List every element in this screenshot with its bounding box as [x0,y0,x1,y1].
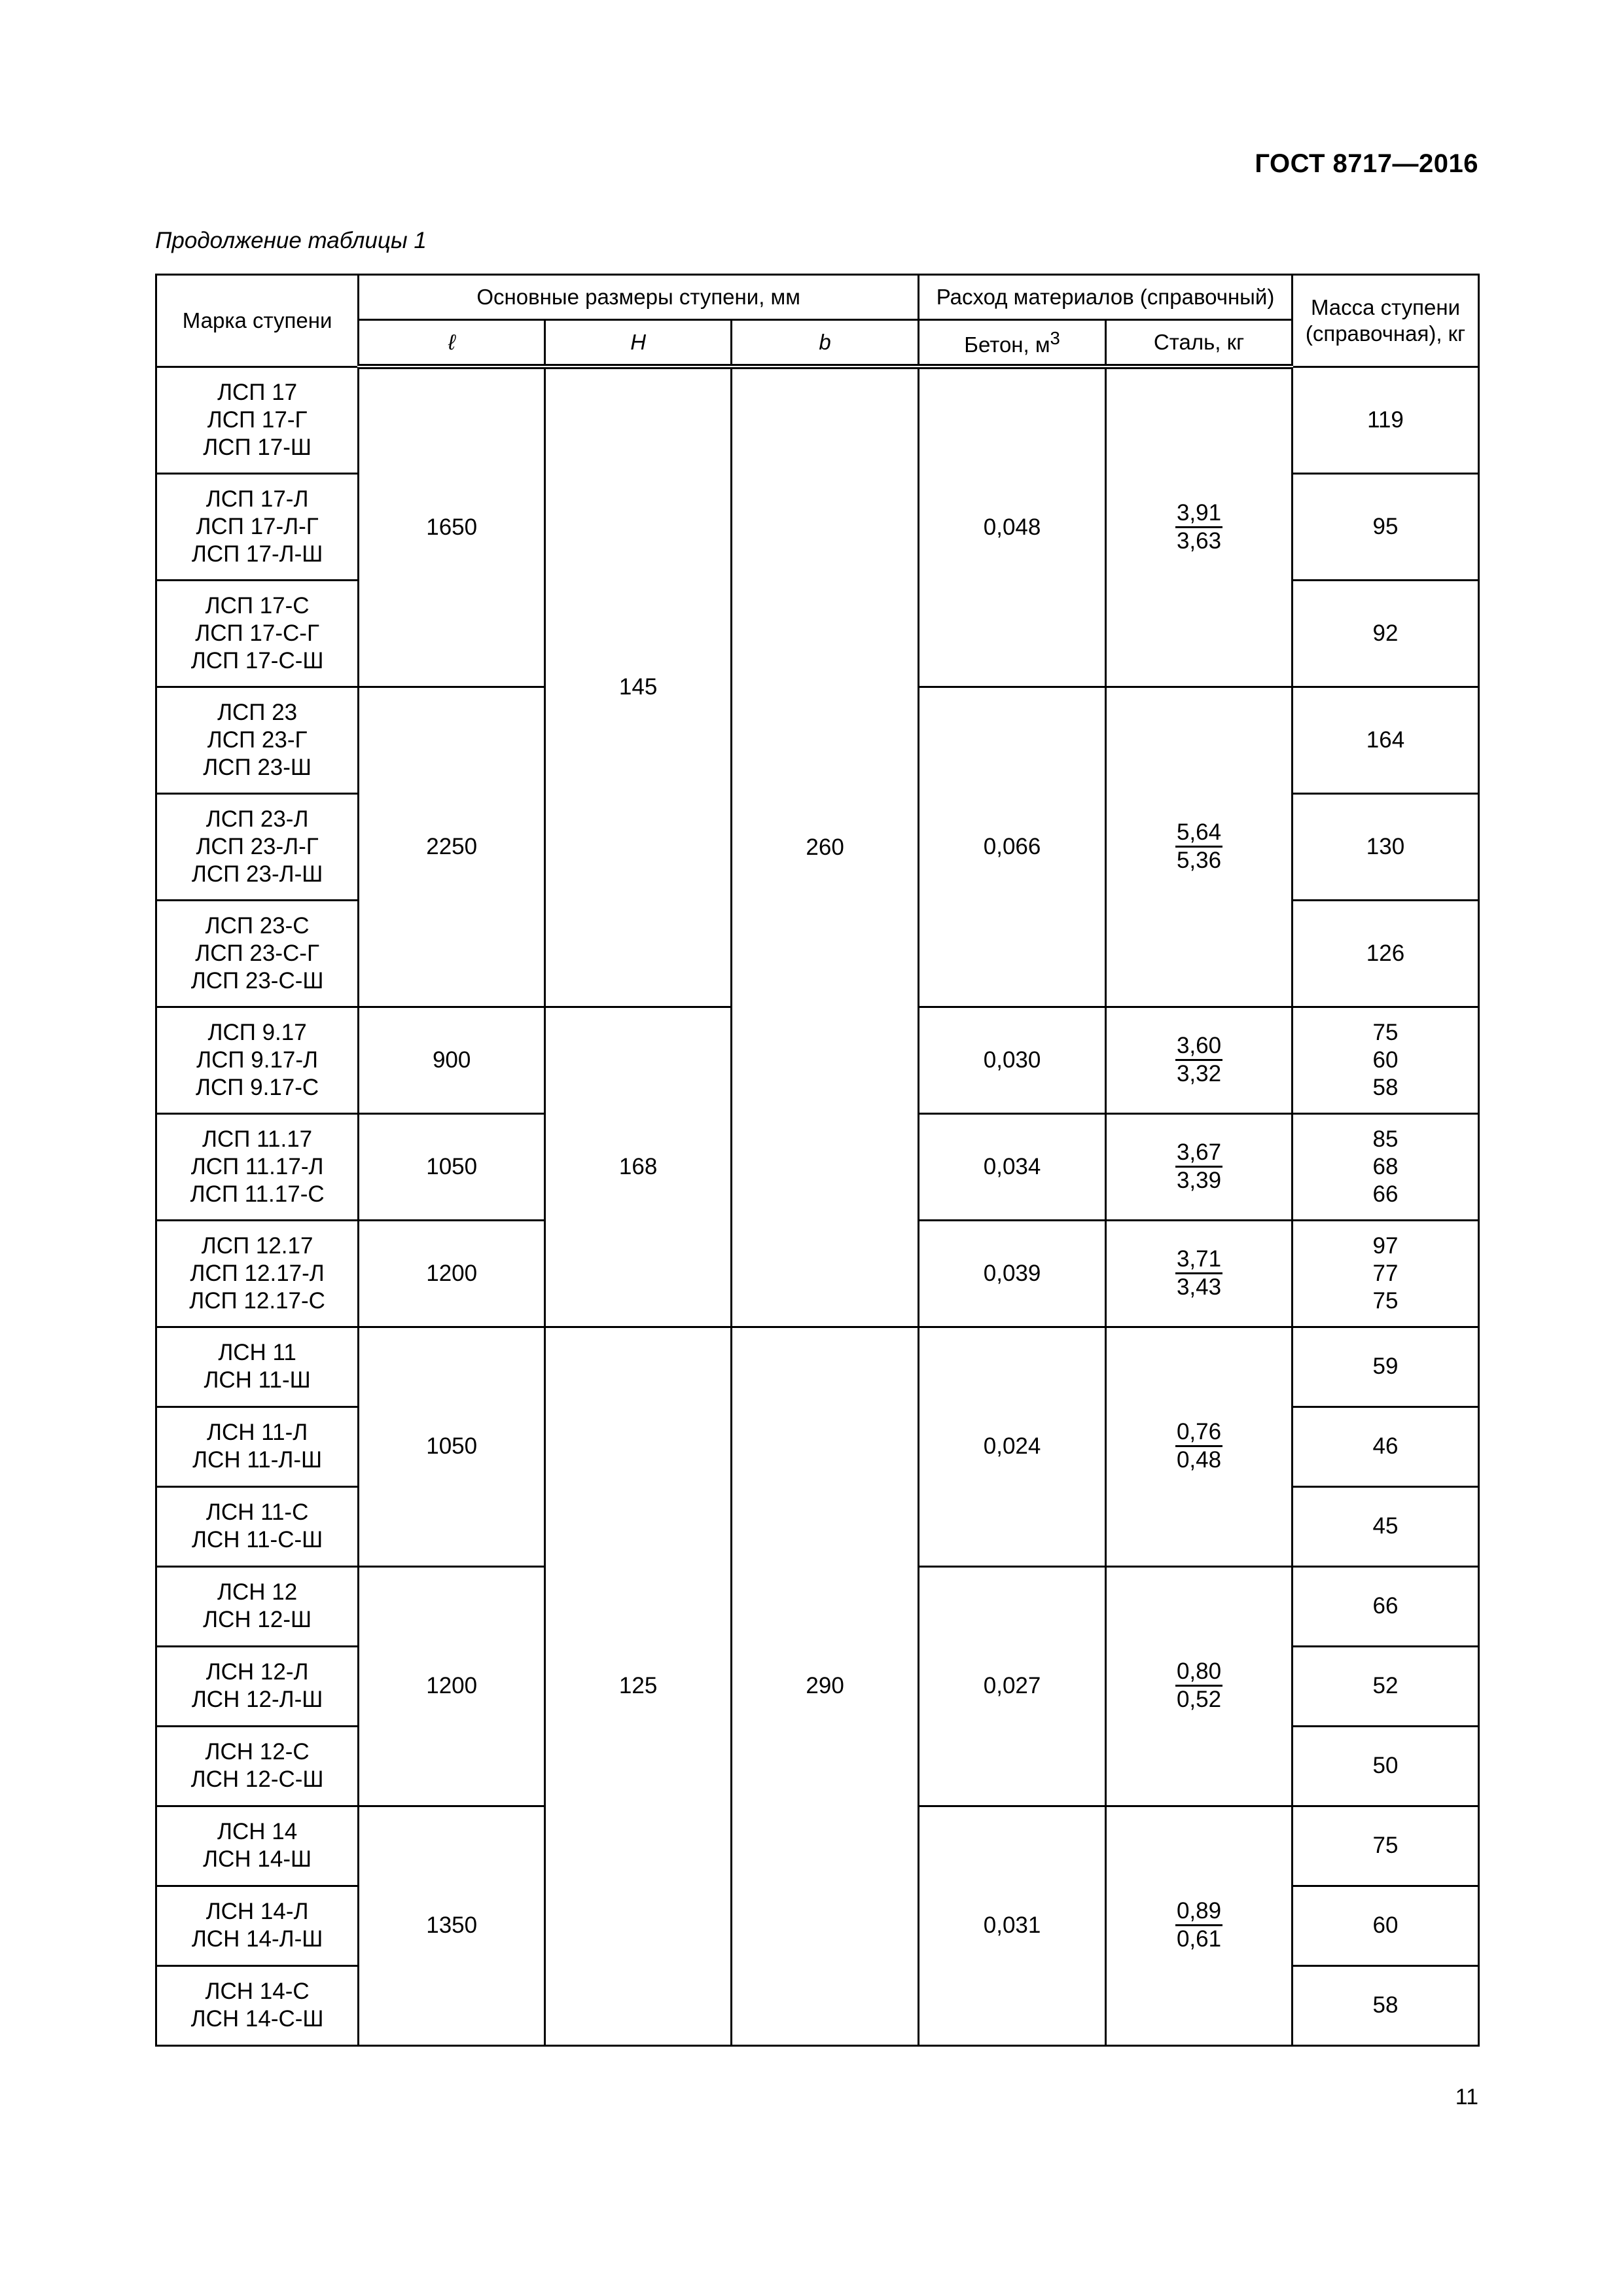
mass-value: 97 [1372,1232,1399,1259]
mark-line: ЛСН 11-Л-Ш [192,1447,323,1473]
mass-cell [1293,1007,1479,1113]
steel-denominator: 3,39 [1176,1167,1222,1193]
steel-cell [1106,1327,1293,1566]
mark-line: ЛСН 12-С [205,1739,310,1765]
steel-numerator: 0,80 [1175,1659,1222,1687]
mass-cell: 164 [1293,687,1479,793]
standard-code: ГОСТ 8717—2016 [1255,149,1478,178]
length-cell: 1050 [359,1113,545,1220]
mark-line: ЛСН 12-С-Ш [190,1767,324,1792]
steel-denominator: 0,61 [1176,1926,1222,1952]
steel-cell [1106,1806,1293,2045]
steel-numerator: 3,67 [1175,1139,1222,1168]
header-steel: Сталь, кг [1106,320,1293,367]
mark-line: ЛСН 14-С [205,1979,310,2004]
mark-line: ЛСН 11-С-Ш [191,1527,323,1552]
steel-fraction [1175,500,1222,554]
steel-numerator: 3,71 [1175,1246,1222,1274]
header-H: H [545,320,732,367]
header-mark: Марка ступени [156,275,359,367]
steel-denominator: 5,36 [1176,847,1222,873]
mass-value: 60 [1372,1047,1399,1073]
mark-line: ЛСН 11-С [205,1499,309,1525]
steel-fraction [1175,1139,1222,1194]
steel-fraction [1175,819,1222,874]
mark-line: ЛСП 9.17-Л [196,1047,319,1073]
header-dimensions: Основные размеры ступени, мм [359,275,919,320]
mass-cell: 126 [1293,900,1479,1007]
mark-cell [156,1407,359,1486]
concrete-cell: 0,066 [919,687,1106,1007]
mark-line: ЛСП 23-Л [205,806,309,832]
mass-cell: 45 [1293,1486,1479,1566]
header-mass: Масса ступени (справочная), кг [1293,275,1479,367]
steel-cell [1106,1220,1293,1327]
steel-numerator: 3,60 [1175,1033,1222,1061]
mass-cell: 130 [1293,793,1479,900]
mark-cell [156,1007,359,1113]
length-cell: 1200 [359,1220,545,1327]
mass-value: 58 [1372,1074,1399,1100]
steel-numerator: 0,76 [1175,1419,1222,1447]
header-concrete [919,320,1106,367]
mark-line: ЛСП 17-С-Ш [190,647,324,673]
steel-cell [1106,1007,1293,1113]
mark-cell [156,900,359,1007]
mark-cell [156,1113,359,1220]
steel-denominator: 0,52 [1176,1687,1222,1712]
header-l: ℓ [359,320,545,367]
mark-line: ЛСН 11 [218,1340,296,1365]
mark-cell [156,1646,359,1726]
mark-line: ЛСП 23-Л-Г [196,833,319,859]
mass-cell: 50 [1293,1726,1479,1806]
mark-line: ЛСП 23 [217,699,298,725]
height-cell: 168 [545,1007,732,1327]
steel-denominator: 3,32 [1176,1060,1222,1086]
steel-denominator: 3,63 [1176,528,1222,554]
mark-line: ЛСН 14-Л [205,1899,309,1924]
steel-cell [1106,1566,1293,1806]
mark-line: ЛСП 17-С [205,592,310,619]
mass-cell: 75 [1293,1806,1479,1886]
mass-value: 68 [1372,1153,1399,1179]
steel-fraction [1175,1246,1222,1300]
mark-line: ЛСП 11.17-Л [190,1153,324,1179]
mark-cell [156,1726,359,1806]
mass-cell: 60 [1293,1886,1479,1965]
mass-cell: 92 [1293,580,1479,687]
steel-numerator: 5,64 [1175,819,1222,848]
concrete-cell: 0,039 [919,1220,1106,1327]
header-concrete-label: Бетон, м [964,332,1050,357]
mark-line: ЛСП 17-Л-Г [196,513,319,539]
mark-line: ЛСН 11-Ш [204,1367,311,1393]
steel-fraction [1175,1659,1222,1713]
steel-denominator: 0,48 [1176,1447,1222,1473]
length-cell: 1350 [359,1806,545,2045]
length-cell: 1050 [359,1327,545,1566]
mark-line: ЛСП 23-С-Г [195,940,319,966]
table-caption: Продолжение таблицы 1 [155,228,427,253]
header-b: b [732,320,919,367]
mark-line: ЛСН 12 [217,1579,298,1605]
table-row [156,367,1479,473]
mark-line: ЛСН 14 [217,1819,298,1844]
mark-line: ЛСН 11-Л [207,1420,308,1445]
mark-line: ЛСП 11.17-С [190,1181,325,1207]
mark-cell [156,367,359,473]
mark-cell [156,793,359,900]
mark-line: ЛСП 12.17-Л [190,1260,325,1286]
steel-fraction [1175,1419,1222,1473]
mass-value: 85 [1372,1126,1399,1152]
mark-line: ЛСП 23-Ш [203,754,312,780]
mass-value: 75 [1372,1019,1399,1045]
steel-cell [1106,687,1293,1007]
mark-line: ЛСН 14-Ш [203,1846,312,1872]
mass-cell: 59 [1293,1327,1479,1407]
mark-cell [156,1327,359,1407]
mark-line: ЛСП 12.17-С [189,1287,325,1314]
header-materials: Расход материалов (справочный) [919,275,1293,320]
header-concrete-sup: 3 [1050,327,1060,348]
length-cell: 1650 [359,367,545,687]
mark-cell [156,1965,359,2045]
mark-line: ЛСН 14-Л-Ш [191,1926,323,1952]
mark-line: ЛСП 17-Л [205,486,309,512]
steel-cell [1106,367,1293,687]
steel-cell [1106,1113,1293,1220]
mark-cell [156,1806,359,1886]
table-row [156,1327,1479,1407]
mass-value: 77 [1372,1260,1399,1286]
concrete-cell: 0,034 [919,1113,1106,1220]
mark-line: ЛСП 23-Г [207,726,308,753]
mark-cell [156,1886,359,1965]
width-cell: 290 [732,1327,919,2045]
mark-line: ЛСН 12-Л [205,1659,309,1685]
length-cell: 2250 [359,687,545,1007]
mark-line: ЛСП 23-С [205,912,310,939]
concrete-cell: 0,048 [919,367,1106,687]
mark-line: ЛСП 9.17 [207,1019,307,1045]
height-cell: 145 [545,367,732,1007]
steel-denominator: 3,43 [1176,1274,1222,1300]
mark-cell [156,580,359,687]
mass-cell: 119 [1293,367,1479,473]
mass-cell: 58 [1293,1965,1479,2045]
mark-line: ЛСП 17-Л-Ш [191,541,323,567]
mass-cell: 46 [1293,1407,1479,1486]
height-cell: 125 [545,1327,732,2045]
mark-cell [156,1486,359,1566]
steel-numerator: 3,91 [1175,500,1222,528]
mark-line: ЛСН 14-С-Ш [190,2006,324,2032]
mass-cell [1293,1113,1479,1220]
mark-cell [156,1220,359,1327]
mass-cell: 95 [1293,473,1479,580]
steel-fraction [1175,1898,1222,1952]
mark-line: ЛСП 9.17-С [196,1074,319,1100]
concrete-cell: 0,031 [919,1806,1106,2045]
steps-table [155,274,1480,2047]
concrete-cell: 0,030 [919,1007,1106,1113]
mark-cell [156,473,359,580]
mark-line: ЛСП 17-Г [207,406,308,433]
mass-cell: 66 [1293,1566,1479,1646]
mark-line: ЛСН 12-Ш [203,1607,312,1632]
length-cell: 1200 [359,1566,545,1806]
steel-numerator: 0,89 [1175,1898,1222,1926]
mass-cell [1293,1220,1479,1327]
mark-line: ЛСП 17-С-Г [195,620,319,646]
concrete-cell: 0,027 [919,1566,1106,1806]
mark-line: ЛСН 12-Л-Ш [191,1687,323,1712]
mass-value: 75 [1372,1287,1399,1314]
mark-line: ЛСП 12.17 [201,1232,313,1259]
mass-value: 66 [1372,1181,1399,1207]
concrete-cell: 0,024 [919,1327,1106,1566]
mark-line: ЛСП 17 [217,379,298,405]
mark-line: ЛСП 23-Л-Ш [191,861,323,887]
mark-cell [156,687,359,793]
mark-cell [156,1566,359,1646]
width-cell: 260 [732,367,919,1327]
steel-fraction [1175,1033,1222,1087]
mark-line: ЛСП 23-С-Ш [190,967,324,994]
mass-cell: 52 [1293,1646,1479,1726]
page-number: 11 [1455,2085,1478,2109]
mark-line: ЛСП 11.17 [202,1126,313,1152]
length-cell: 900 [359,1007,545,1113]
mark-line: ЛСП 17-Ш [203,434,312,460]
